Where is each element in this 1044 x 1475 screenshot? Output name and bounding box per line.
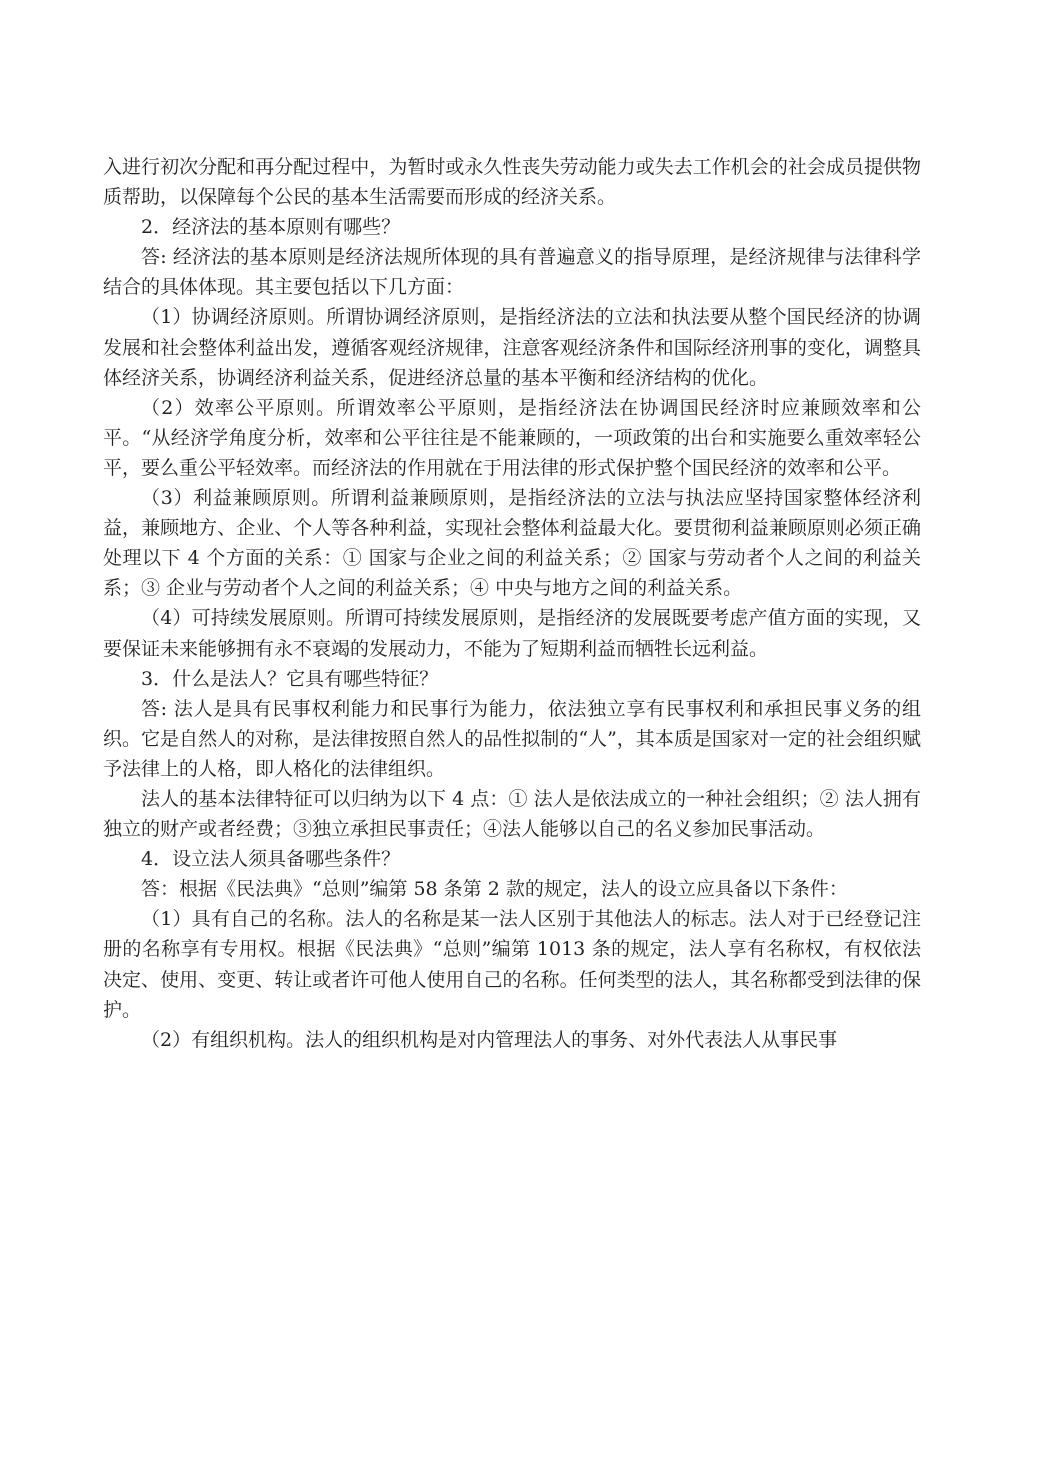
legal-person-features-paragraph: 法人的基本法律特征可以归纳为以下 4 点：① 法人是依法成立的一种社会组织；② 法人拥有独立的财产或者经费；③独立承担民事责任；④法人能够以自己的名义参加民事活动。 bbox=[103, 787, 921, 841]
principle-item-4: （4）可持续发展原则。所谓可持续发展原则，是指经济的发展既要考虑产值方面的实现，又要保证未来能够拥有永不衰竭的发展动力，不能为了短期利益而牺牲长远利益。 bbox=[103, 607, 921, 660]
condition-item-1: （1）具有自己的名称。法人的名称是某一法人区别于其他法人的标志。法人对于已经登记注册的名称享有专用权。根据《民法典》“总则”编第 1013 条的规定，法人享有名称权，有权依法决定、使用、变更、转让或者许可他人使用自己的名称。任何类型的法人，其名称都受到法律的保护。 bbox=[103, 908, 921, 1021]
answer-paragraph-3: 答: 法人是具有民事权利能力和民事行为能力，依法独立享有民事权利和承担民事义务的组织。它是自然人的对称，是法律按照自然人的品性拟制的“人”，其本质是国家对一定的社会组织赋予法律上的人格，即人格化的法律组织。 bbox=[103, 697, 921, 780]
document-page bbox=[103, 152, 921, 1055]
principle-item-1: （1）协调经济原则。所谓协调经济原则，是指经济法的立法和执法要从整个国民经济的协调发展和社会整体利益出发，遵循客观经济规律，注意客观经济条件和国际经济刑事的变化，调整具体经济关系，协调经济利益关系，促进经济总量的基本平衡和经济结构的优化。 bbox=[103, 306, 921, 389]
question-heading-3: 3．什么是法人？它具有哪些特征？ bbox=[141, 667, 439, 690]
principle-item-2: （2）效率公平原则。所谓效率公平原则，是指经济法在协调国民经济时应兼顾效率和公平。“从经济学角度分析，效率和公平往往是不能兼顾的，一项政策的出台和实施要么重效率轻公平，要么重公平轻效率。而经济法的作用就在于用法律的形式保护整个国民经济的效率和公平。 bbox=[103, 396, 921, 479]
condition-item-2: （2）有组织机构。法人的组织机构是对内管理法人的事务、对外代表法人从事民事 bbox=[141, 1028, 838, 1051]
principle-item-3: （3）利益兼顾原则。所谓利益兼顾原则，是指经济法的立法与执法应坚持国家整体经济利益，兼顾地方、企业、个人等各种利益，实现社会整体利益最大化。要贯彻利益兼顾原则必须正确处理以下 4 个方面的关系：① 国家与企业之间的利益关系；② 国家与劳动者个人之间的利益关系；③ 企业与劳动者个人之间的利益关系；④ 中央与地方之间的利益关系。 bbox=[103, 487, 921, 600]
answer-paragraph-4: 答：根据《民法典》“总则”编第 58 条第 2 款的规定，法人的设立应具备以下条件： bbox=[141, 878, 848, 901]
question-heading-4: 4．设立法人须具备哪些条件？ bbox=[141, 848, 401, 871]
question-heading-2: 2．经济法的基本原则有哪些？ bbox=[141, 216, 401, 239]
paragraph-continuation: 入进行初次分配和再分配过程中，为暂时或永久性丧失劳动能力或失去工作机会的社会成员提供物质帮助，以保障每个公民的基本生活需要而形成的经济关系。 bbox=[103, 156, 921, 209]
answer-paragraph-2: 答: 经济法的基本原则是经济法规所体现的具有普遍意义的指导原理，是经济规律与法律科学结合的具体体现。其主要包括以下几方面： bbox=[103, 246, 921, 299]
